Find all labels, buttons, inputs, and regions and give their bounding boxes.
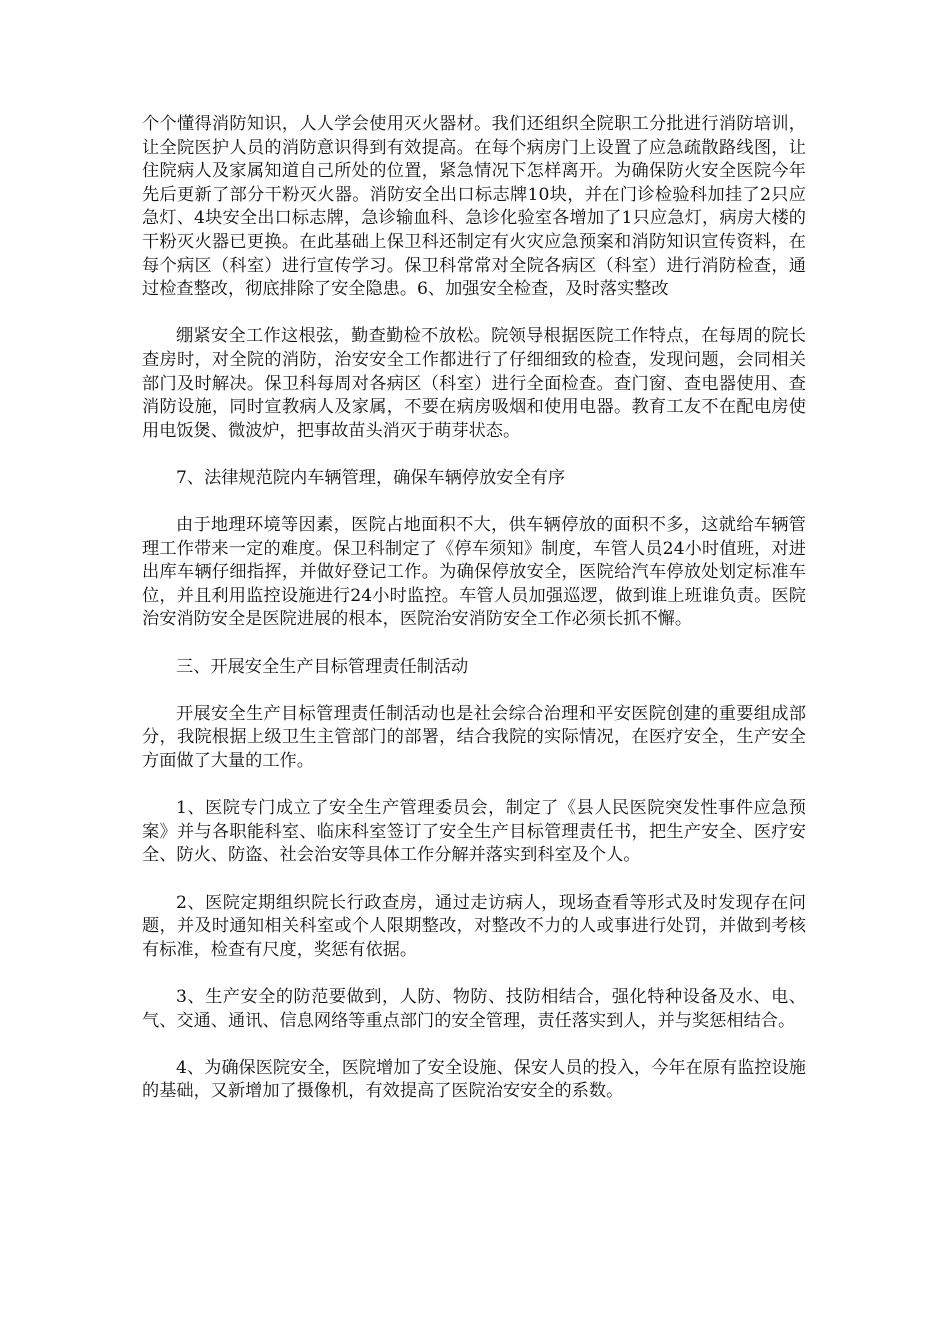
section-heading-safety-production: 三、开展安全生产目标管理责任制活动 [176,656,469,677]
paragraph-item-2: 2、医院定期组织院长行政查房，通过走访病人，现场查看等形式及时发现存在问题，并及时通知相关科室或个人限期整改，对整改不力的人或事进行处罚，并做到考核有标准，检查有尺度，奖惩有依据。 [142,892,806,960]
paragraph-item-1: 1、医院专门成立了安全生产管理委员会，制定了《县人民医院突发性事件应急预案》并与各职能科室、临床科室签订了安全生产目标管理责任书，把生产安全、医疗安全、防火、防盗、社会治安等具体工作分解并落实到科室及个人。 [142,798,806,866]
section-heading-vehicle-management: 7、法律规范院内车辆管理，确保车辆停放安全有序 [176,467,566,488]
paragraph-safety-production-intro: 开展安全生产目标管理责任制活动也是社会综合治理和平安医院创建的重要组成部分，我院根据上级卫生主管部门的部署，结合我院的实际情况，在医疗安全，生产安全方面做了大量的工作。 [142,703,806,772]
paragraph-safety-inspection: 绷紧安全工作这根弦，勤查勤检不放松。院领导根据医院工作特点，在每周的院长查房时，对全院的消防，治安安全工作都进行了仔细细致的检查，发现问题，会同相关部门及时解决。保卫科每周对各病区（科室）进行全面检查。查门窗、查电器使用、查消防设施，同时宣教病人及家属，不要在病房吸烟和使用电器。教育工友不在配电房使用电饭煲、微波炉，把事故苗头消灭于萌芽状态。 [142,326,806,441]
paragraph-vehicle-management: 由于地理环境等因素，医院占地面积不大，供车辆停放的面积不多，这就给车辆管理工作带来一定的难度。保卫科制定了《停车须知》制度，车管人员24小时值班，对进出库车辆仔细指挥，并做好登记工作。为确保停放安全，医院给汽车停放处划定标准车位，并且利用监控设施进行24小时监控。车管人员加强巡逻，做到谁上班谁负责。医院治安消防安全是医院进展的根本，医院治安消防安全工作必须长抓不懈。 [142,515,806,630]
paragraph-fire-training: 个个懂得消防知识，人人学会使用灭火器材。我们还组织全院职工分批进行消防培训，让全院医护人员的消防意识得到有效提高。在每个病房门上设置了应急疏散路线图，让住院病人及家属知道自己所处的位置，紧急情况下怎样离开。为确保防火安全医院今年先后更新了部分干粉灭火器。消防安全出口标志牌10块，并在门诊检验科加挂了2只应急灯、4块安全出口标志牌，急诊输血科、急诊化验室各增加了1只应急灯，病房大楼的干粉灭火器已更换。在此基础上保卫科还制定有火灾应急预案和消防知识宣传资料，在每个病区（科室）进行宣传学习。保卫科常常对全院各病区（科室）进行消防检查，通过检查整改，彻底排除了安全隐患。6、加强安全检查，及时落实整改 [142,114,806,300]
paragraph-item-3: 3、生产安全的防范要做到，人防、物防、技防相结合，强化特种设备及水、电、气、交通、通讯、信息网络等重点部门的安全管理，责任落实到人，并与奖惩相结合。 [142,986,806,1031]
paragraph-item-4: 4、为确保医院安全，医院增加了安全设施、保安人员的投入，今年在原有监控设施的基础，又新增加了摄像机，有效提高了医院治安安全的系数。 [142,1057,806,1102]
document-page [142,113,806,1128]
